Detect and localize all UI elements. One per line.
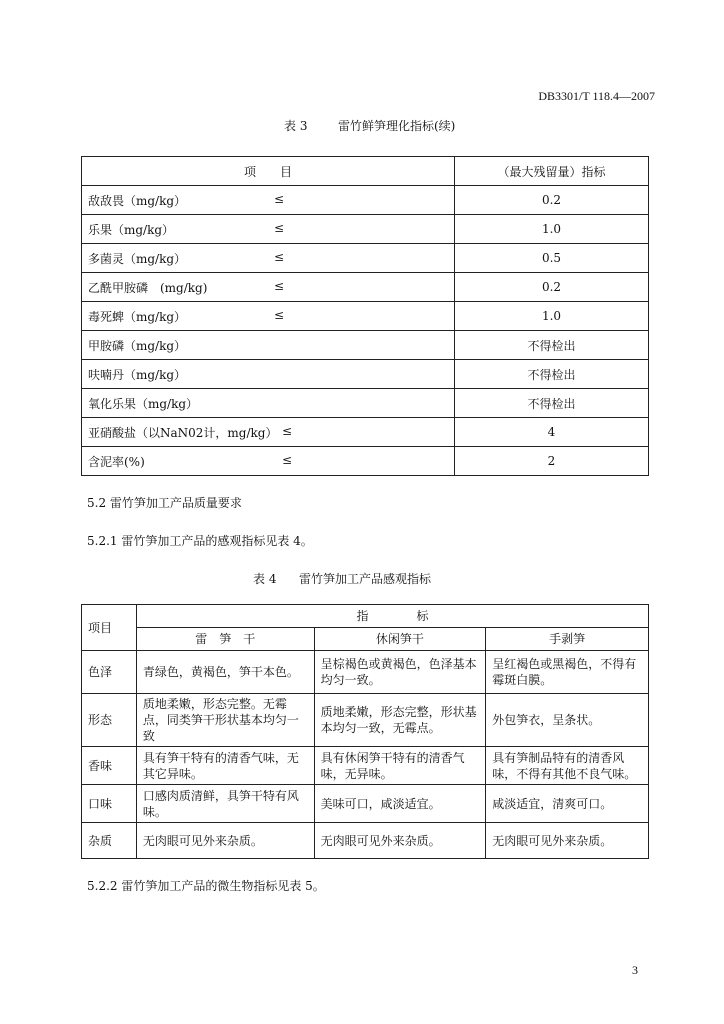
table-row [82, 694, 649, 747]
table-row [82, 244, 649, 273]
table-row [82, 785, 649, 823]
row-cell: 美味可口，咸淡适宜。 [314, 785, 486, 823]
row-item-cell [82, 331, 455, 360]
row-cell: 口感肉质清鲜，具笋干特有风味。 [136, 785, 314, 823]
row-item: 多菌灵（mg/kg） [88, 251, 187, 266]
row-item-cell [82, 447, 455, 476]
row-item: 呋喃丹（mg/kg） [88, 367, 187, 382]
row-item: 亚硝酸盐（以NaN02计，mg/kg） [88, 425, 278, 440]
table3-header-row [82, 157, 649, 186]
le-symbol: ≤ [282, 424, 293, 438]
row-value: 1.0 [455, 215, 649, 244]
row-item: 氧化乐果（mg/kg） [88, 396, 199, 411]
row-value: 不得检出 [455, 331, 649, 360]
row-item-cell [82, 360, 455, 389]
row-item-cell [82, 418, 455, 447]
table-row [82, 747, 649, 785]
row-item: 口味 [82, 785, 137, 823]
table-row [82, 447, 649, 476]
row-cell: 外包笋衣，呈条状。 [486, 694, 649, 747]
table4-caption-number: 表 4 [253, 572, 277, 586]
row-item: 敌敌畏（mg/kg） [88, 193, 187, 208]
le-symbol: ≤ [274, 308, 285, 322]
row-cell: 无肉眼可见外来杂质。 [486, 823, 649, 859]
row-item: 形态 [82, 694, 137, 747]
row-value: 0.5 [455, 244, 649, 273]
table4-caption-title: 雷竹笋加工产品感观指标 [299, 572, 432, 586]
row-cell: 质地柔嫩，形态完整。无霉点，同类笋干形状基本均匀一致 [136, 694, 314, 747]
row-value: 0.2 [455, 186, 649, 215]
table4-subheader-row [82, 628, 649, 651]
row-item-cell [82, 302, 455, 331]
row-item: 毒死蜱（mg/kg） [88, 309, 187, 324]
table-row [82, 360, 649, 389]
row-cell: 具有休闲笋干特有的清香气味，无异味。 [314, 747, 486, 785]
le-symbol: ≤ [274, 221, 285, 235]
row-item: 色泽 [82, 651, 137, 694]
table4 [81, 604, 649, 859]
row-item: 乙酰甲胺磷 (mg/kg) [88, 280, 208, 295]
row-value: 4 [455, 418, 649, 447]
row-cell: 呈棕褐色或黄褐色，色泽基本均匀一致。 [314, 651, 486, 694]
row-item: 甲胺磷（mg/kg） [88, 338, 187, 353]
row-item-cell [82, 273, 455, 302]
row-cell: 具有笋制品特有的清香风味，不得有其他不良气味。 [486, 747, 649, 785]
row-value: 1.0 [455, 302, 649, 331]
table-row [82, 389, 649, 418]
row-value: 不得检出 [455, 360, 649, 389]
section-5-2-2-text: 5.2.2 雷竹笋加工产品的微生物指标见表 5。 [87, 879, 325, 893]
table-row [82, 273, 649, 302]
table3-col-value: （最大残留量）指标 [455, 157, 649, 186]
row-value: 0.2 [455, 273, 649, 302]
table3 [81, 156, 649, 476]
table-row [82, 186, 649, 215]
document-id: DB3301/T 118.4—2007 [538, 89, 655, 103]
page-number: 3 [632, 963, 638, 977]
le-symbol: ≤ [274, 250, 285, 264]
section-5-2-heading: 5.2 雷竹笋加工产品质量要求 [87, 496, 242, 510]
le-symbol: ≤ [274, 279, 285, 293]
table4-col-item: 项目 [82, 605, 137, 651]
table-row [82, 331, 649, 360]
row-item: 香味 [82, 747, 137, 785]
row-item-cell [82, 389, 455, 418]
table-row [82, 215, 649, 244]
table3-caption-title: 雷竹鲜笋理化指标(续) [338, 119, 456, 133]
subheader-snack-shoots: 休闲笋干 [314, 628, 486, 651]
table3-col-item: 项 目 [82, 157, 455, 186]
row-item: 杂质 [82, 823, 137, 859]
table4-header-row [82, 605, 649, 628]
table3-caption-number: 表 3 [284, 119, 308, 133]
row-cell: 质地柔嫩，形态完整，形状基本均匀一致，无霉点。 [314, 694, 486, 747]
subheader-peeled-shoots: 手剥笋 [486, 628, 649, 651]
table-row [82, 823, 649, 859]
row-item: 含泥率(%) [88, 454, 145, 469]
row-item: 乐果（mg/kg） [88, 222, 175, 237]
section-5-2-1-text: 5.2.1 雷竹笋加工产品的感观指标见表 4。 [87, 534, 313, 548]
row-value: 2 [455, 447, 649, 476]
table4-group-header: 指 标 [136, 605, 648, 628]
row-item-cell [82, 186, 455, 215]
row-cell: 呈红褐色或黑褐色，不得有霉斑白膜。 [486, 651, 649, 694]
row-cell: 无肉眼可见外来杂质。 [136, 823, 314, 859]
row-item-cell [82, 244, 455, 273]
table-row [82, 418, 649, 447]
le-symbol: ≤ [282, 453, 293, 467]
subheader-dried-shoots: 雷 笋 干 [136, 628, 314, 651]
row-value: 不得检出 [455, 389, 649, 418]
le-symbol: ≤ [274, 192, 285, 206]
row-cell: 咸淡适宜，清爽可口。 [486, 785, 649, 823]
table-row [82, 302, 649, 331]
row-item-cell [82, 215, 455, 244]
table-row [82, 651, 649, 694]
row-cell: 具有笋干特有的清香气味，无其它异味。 [136, 747, 314, 785]
row-cell: 无肉眼可见外来杂质。 [314, 823, 486, 859]
row-cell: 青绿色，黄褐色，笋干本色。 [136, 651, 314, 694]
